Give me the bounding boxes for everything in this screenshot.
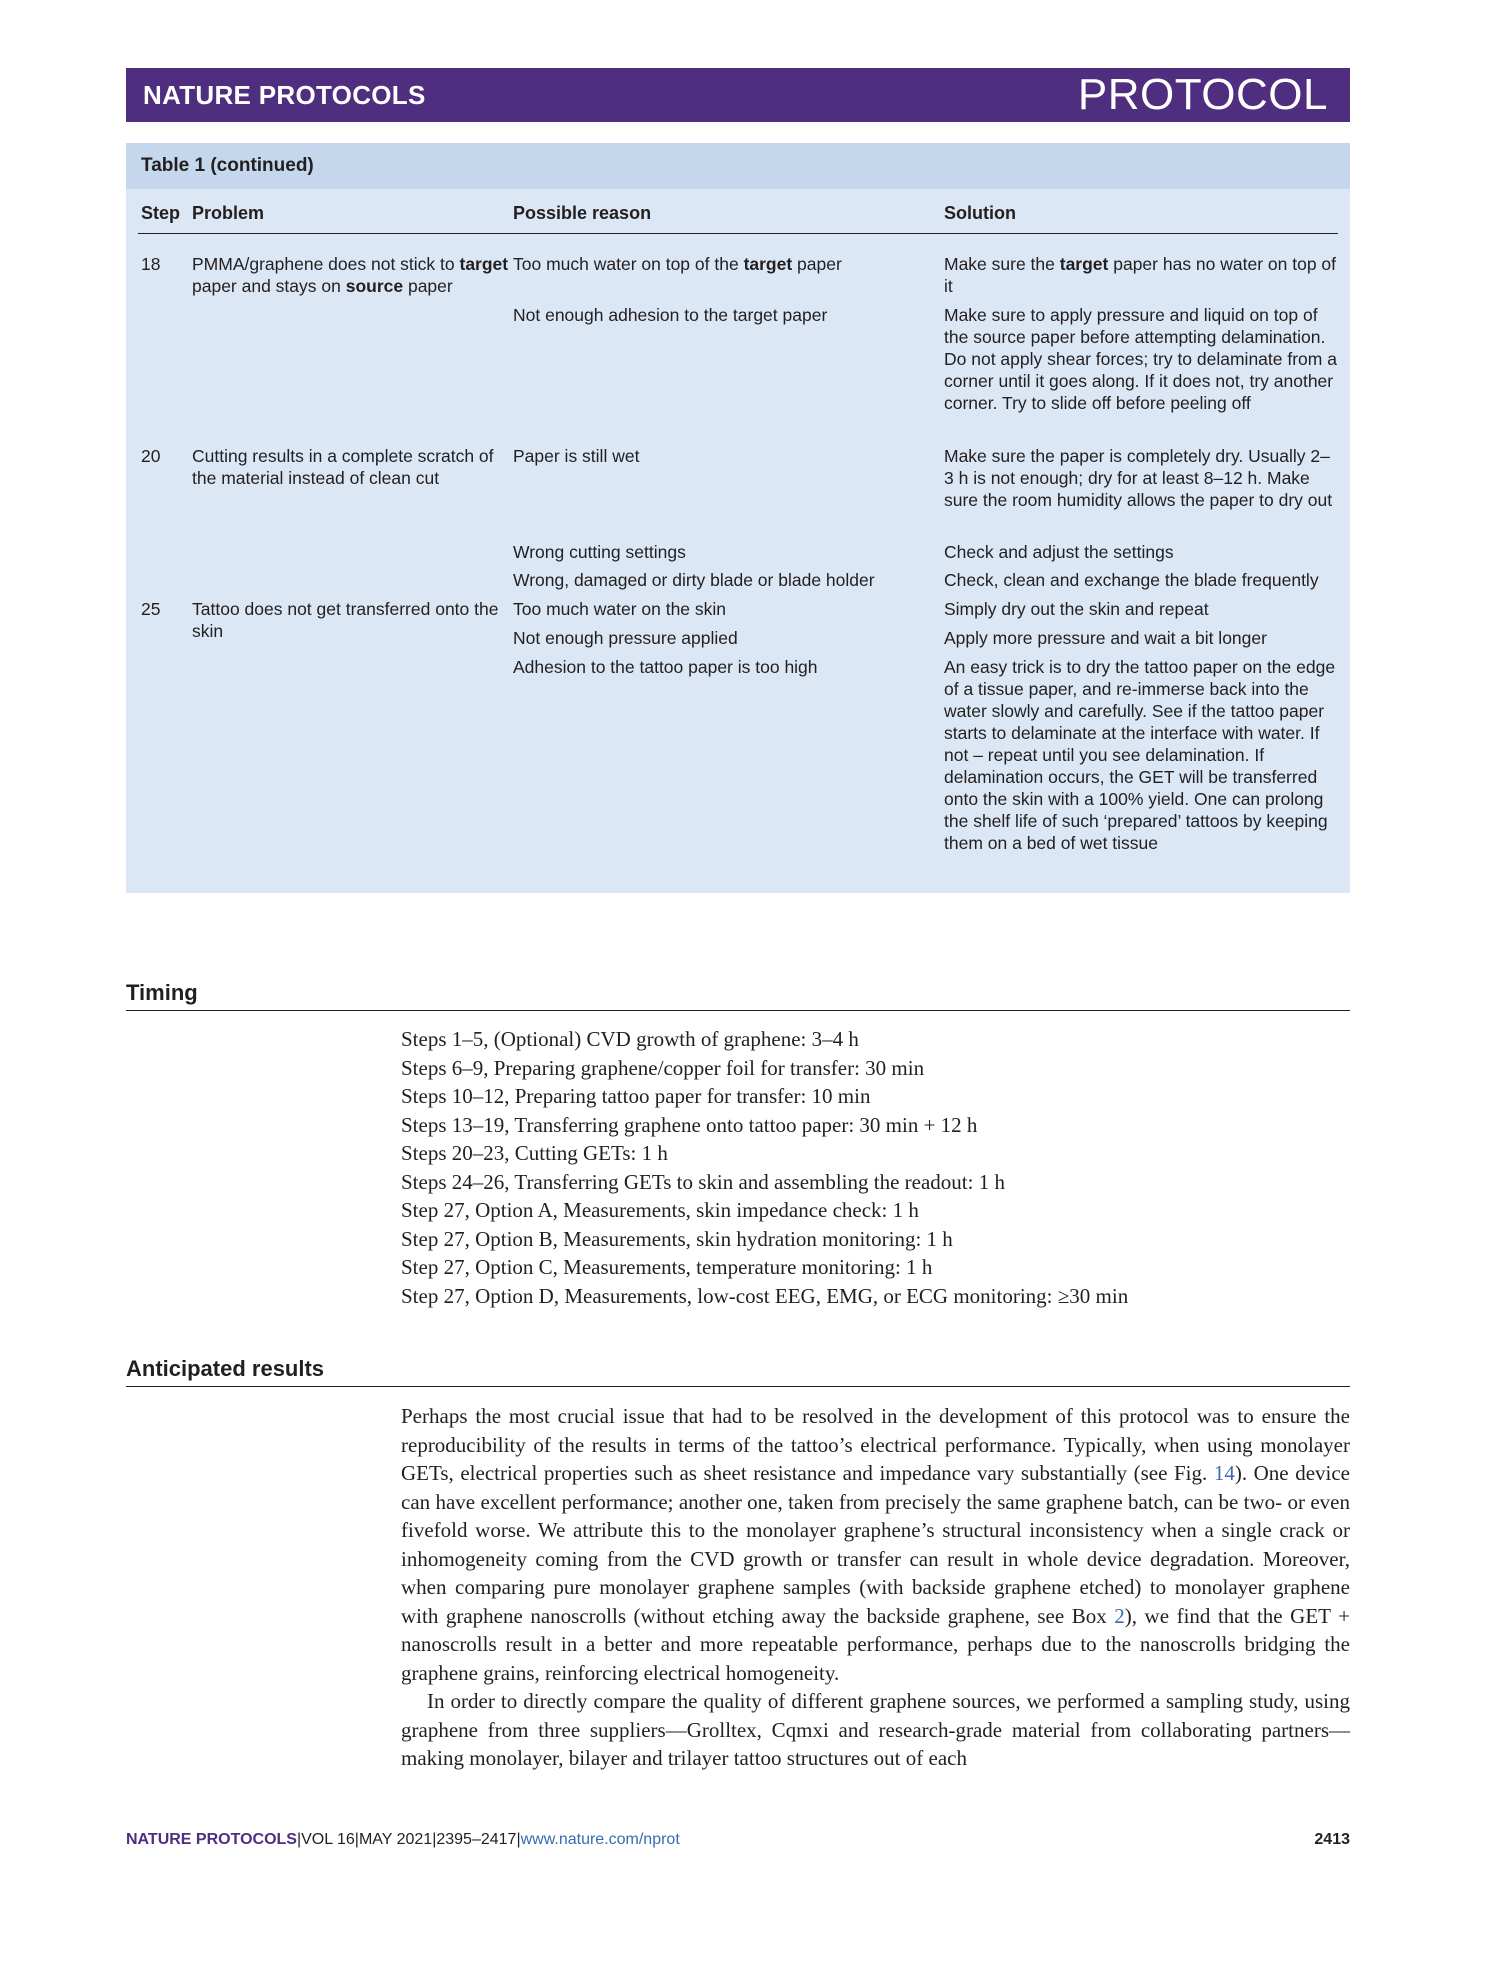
- timing-item: Step 27, Option A, Measurements, skin impedance check: 1 h: [401, 1198, 919, 1222]
- table-cell-reason: Wrong, damaged or dirty blade or blade holder: [513, 570, 875, 590]
- timing-heading: Timing: [126, 980, 1350, 1011]
- footer-date: MAY 2021: [358, 1831, 433, 1848]
- table-header-row: [126, 197, 1350, 225]
- table-cell-solution: Check, clean and exchange the blade frequently: [944, 570, 1319, 590]
- journal-banner: [126, 68, 1350, 122]
- timing-item: Steps 1–5, (Optional) CVD growth of graphene: 3–4 h: [401, 1027, 859, 1051]
- timing-item: Steps 10–12, Preparing tattoo paper for transfer: 10 min: [401, 1084, 871, 1108]
- col-header-reason: Possible reason: [513, 203, 652, 223]
- table-cell-reason: Paper is still wet: [513, 446, 640, 466]
- body-paragraph: Perhaps the most crucial issue that had to be resolved in the development of this protocol was to ensure the reproducibility of the results in terms of the tattoo’s electrical performance. Typically, when using monolayer GETs, electrical properties such as sheet resistance and impedance vary substantially (see Fig. 14). One device can have excellent performance; another one, taken from precisely the same graphene batch, can be two- or even fivefold worse. We attribute this to the monolayer graphene’s structural inconsistency when a single crack or inhomogeneity coming from the CVD growth or transfer can result in whole device degradation. Moreover, when comparing pure monolayer graphene samples (with backside graphene etched) to monolayer graphene with graphene nanoscrolls (without etching away the backside graphene, see Box 2), we find that the GET + nanoscrolls result in a better and more repeatable performance, perhaps due to the nanoscrolls bridging the graphene grains, reinforcing electrical homogeneity.: [401, 1404, 1350, 1685]
- journal-name: NATURE PROTOCOLS: [143, 79, 426, 110]
- page-footer: [126, 1831, 1350, 1855]
- timing-item: Steps 24–26, Transferring GETs to skin and assembling the readout: 1 h: [401, 1169, 1005, 1194]
- col-header-problem: Problem: [192, 203, 265, 223]
- table-title: Table 1 (continued): [126, 143, 1350, 189]
- table-cell-solution: Make sure to apply pressure and liquid on top of the source paper before attempting delamination. Do not apply shear forces; try to delaminate from a corner until it goes along. If it does not, try another corner. Try to slide off before peeling off: [944, 305, 1337, 413]
- table-cell-reason: Adhesion to the tattoo paper is too high: [513, 657, 818, 677]
- table-cell-reason: Too much water on the skin: [513, 599, 727, 619]
- table-cell-problem: PMMA/graphene does not stick to target paper and stays on source paper: [192, 254, 509, 296]
- timing-item: Step 27, Option C, Measurements, temperature monitoring: 1 h: [401, 1255, 933, 1279]
- anticipated-results-body: [401, 1402, 1350, 1773]
- troubleshooting-table: [126, 143, 1350, 893]
- footer-journal: NATURE PROTOCOLS: [126, 1831, 297, 1848]
- timing-item: Step 27, Option D, Measurements, low-cost EEG, EMG, or ECG monitoring: ≥30 min: [401, 1283, 1129, 1308]
- table-cell-solution: Check and adjust the settings: [944, 542, 1174, 562]
- anticipated-results-heading: Anticipated results: [126, 1356, 1350, 1387]
- page-number: 2413: [1314, 1831, 1350, 1848]
- col-header-step: Step: [141, 203, 181, 223]
- table-cell-reason: Too much water on top of the target paper: [513, 254, 842, 274]
- table-cell-reason: Not enough pressure applied: [513, 628, 738, 648]
- col-header-solution: Solution: [944, 203, 1016, 223]
- timing-item: Steps 20–23, Cutting GETs: 1 h: [401, 1141, 668, 1165]
- table-cell-solution: Make sure the paper is completely dry. Usually 2–3 h is not enough; dry for at least 8–12 h. Make sure the room humidity allows the paper to dry out: [944, 446, 1333, 510]
- table-cell-solution: Apply more pressure and wait a bit longer: [944, 628, 1267, 648]
- footer-volume: VOL 16: [301, 1831, 355, 1848]
- footer-citation: NATURE PROTOCOLS|VOL 16|MAY 2021|2395–2417|www.nature.com/nprot: [126, 1831, 680, 1848]
- footer-url[interactable]: www.nature.com/nprot: [520, 1831, 680, 1848]
- table-header-rule: [138, 233, 1338, 234]
- cross-reference-link[interactable]: 14: [1213, 1461, 1235, 1485]
- table-cell-solution: Make sure the target paper has no water on top of it: [944, 254, 1337, 296]
- table-cell-step: 20: [141, 446, 161, 466]
- body-paragraph: In order to directly compare the quality of different graphene sources, we performed a sampling study, using graphene from three suppliers—Grolltex, Cqmxi and research-grade material from collaborating partners—making monolayer, bilayer and trilayer tattoo structures out of each: [401, 1689, 1350, 1770]
- table-cell-step: 18: [141, 254, 161, 274]
- table-cell-problem: Cutting results in a complete scratch of the material instead of clean cut: [192, 446, 494, 488]
- table-cell-problem: Tattoo does not get transferred onto the skin: [192, 599, 499, 641]
- table-cell-solution: Simply dry out the skin and repeat: [944, 599, 1209, 619]
- table-cell-reason: Not enough adhesion to the target paper: [513, 305, 828, 325]
- timing-list: [401, 1025, 1350, 1310]
- timing-item: Step 27, Option B, Measurements, skin hydration monitoring: 1 h: [401, 1226, 953, 1251]
- footer-pages: 2395–2417: [436, 1831, 517, 1848]
- timing-item: Steps 6–9, Preparing graphene/copper foil for transfer: 30 min: [401, 1055, 925, 1080]
- article-type: PROTOCOL: [1077, 70, 1328, 119]
- timing-item: Steps 13–19, Transferring graphene onto tattoo paper: 30 min + 12 h: [401, 1112, 978, 1137]
- table-cell-step: 25: [141, 599, 161, 619]
- table-cell-solution: An easy trick is to dry the tattoo paper on the edge of a tissue paper, and re-immerse back into the water slowly and carefully. See if the tattoo paper starts to delaminate at the interface with water. If not – repeat until you see delamination. If delamination occurs, the GET will be transferred onto the skin with a 100% yield. One can prolong the shelf life of such ‘prepared’ tattoos by keeping them on a bed of wet tissue: [944, 657, 1336, 853]
- cross-reference-link[interactable]: 2: [1114, 1603, 1125, 1628]
- table-cell-reason: Wrong cutting settings: [513, 542, 686, 562]
